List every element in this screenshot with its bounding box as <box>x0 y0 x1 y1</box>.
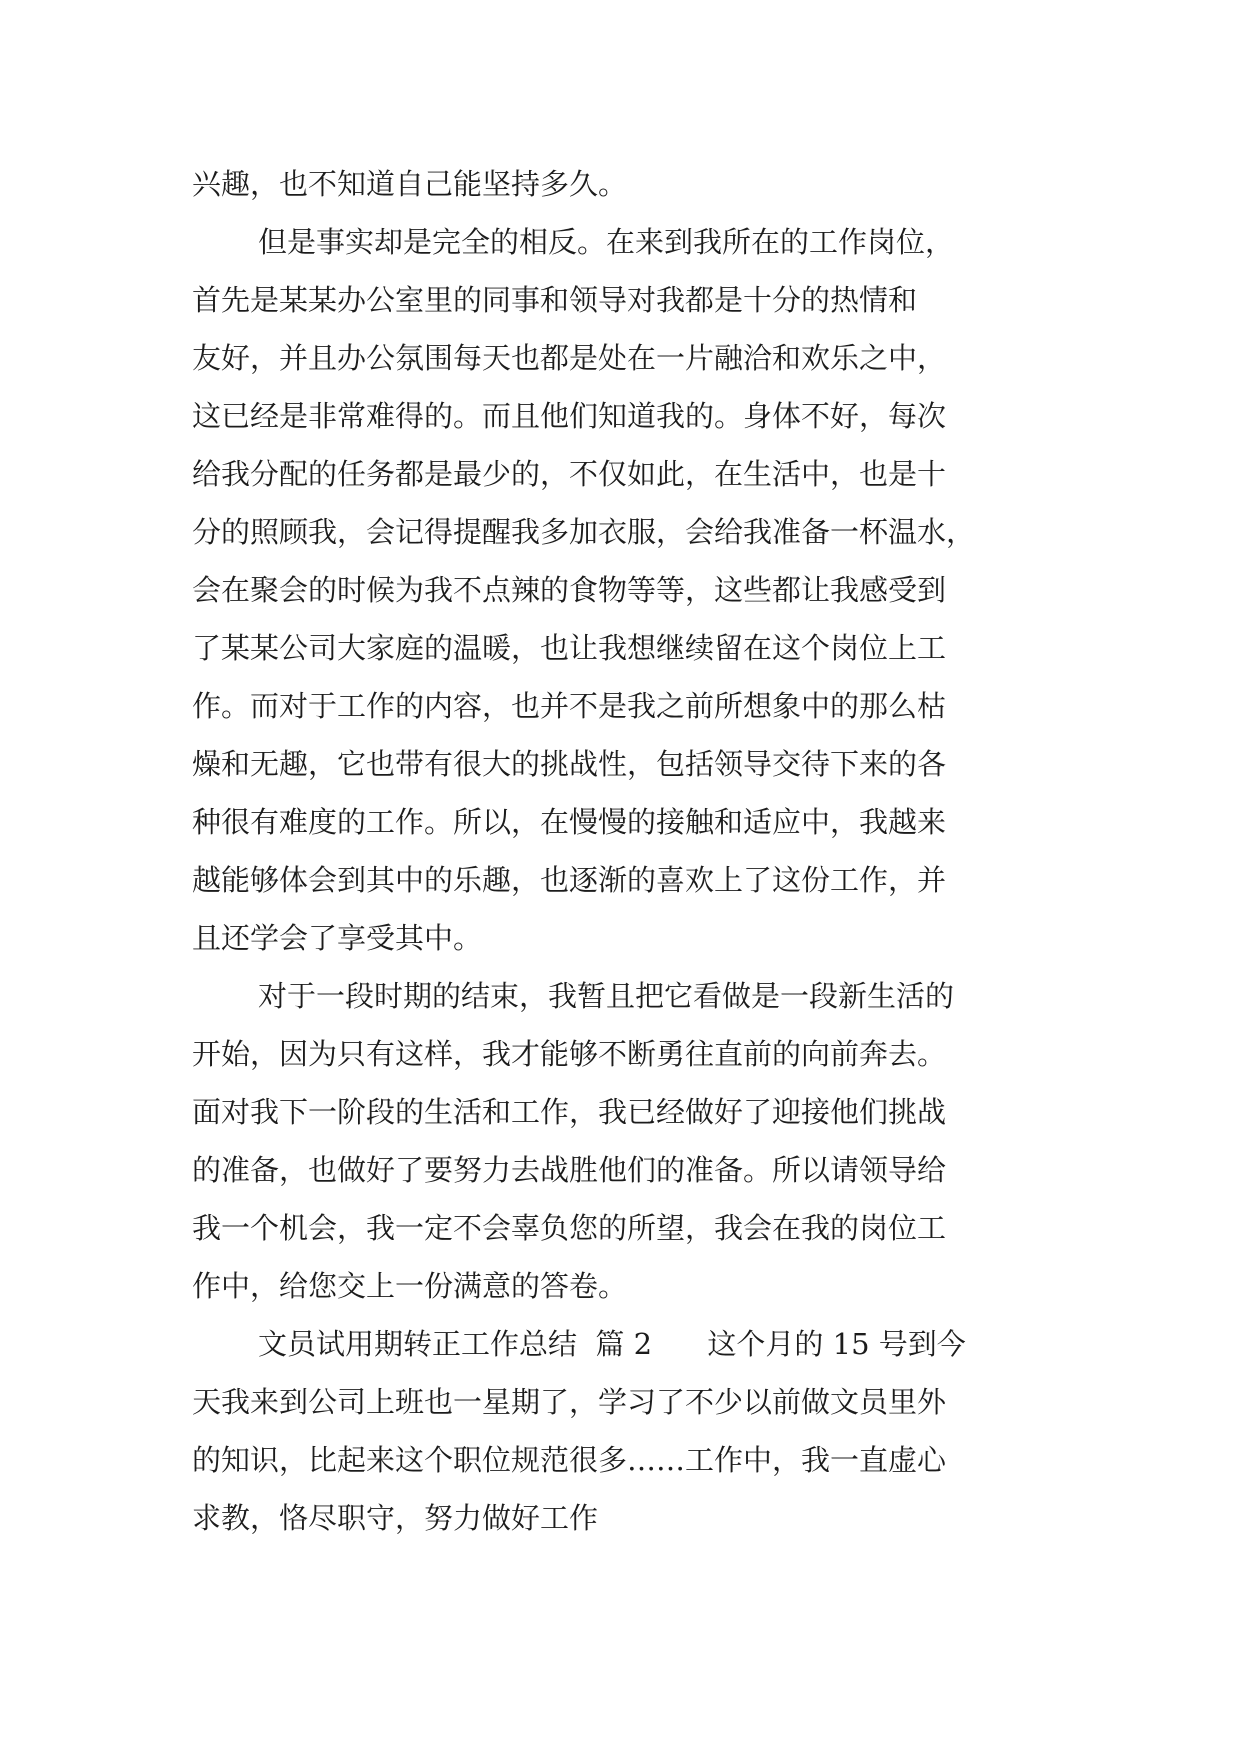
text-line: 我一个机会，我一定不会辜负您的所望，我会在我的岗位工 <box>192 1211 947 1245</box>
text-line: 面对我下一阶段的生活和工作，我已经做好了迎接他们挑战 <box>192 1095 947 1129</box>
text-line: 作。而对于工作的内容，也并不是我之前所想象中的那么枯 <box>192 689 947 723</box>
text-line: 天我来到公司上班也一星期了，学习了不少以前做文员里外 <box>192 1385 947 1419</box>
text-line: 兴趣，也不知道自己能坚持多久。 <box>192 167 628 201</box>
text-line: 开始，因为只有这样，我才能够不断勇往直前的向前奔去。 <box>192 1037 947 1071</box>
text-line: 的知识，比起来这个职位规范很多……工作中，我一直虚心 <box>192 1443 947 1477</box>
paragraph-1 <box>192 155 1072 213</box>
text-line: 对于一段时期的结束，我暂且把它看做是一段新生活的 <box>258 979 955 1013</box>
text-line: 燥和无趣，它也带有很大的挑战性，包括领导交待下来的各 <box>192 747 947 781</box>
text-line: 但是事实却是完全的相反。在来到我所在的工作岗位， <box>258 225 955 259</box>
text-line: 且还学会了享受其中。 <box>192 921 483 955</box>
text-line: 求教，恪尽职守，努力做好工作 <box>192 1501 599 1535</box>
text-line: 会在聚会的时候为我不点辣的食物等等，这些都让我感受到 <box>192 573 947 607</box>
text-line: 种很有难度的工作。所以，在慢慢的接触和适应中，我越来 <box>192 805 947 839</box>
paragraph-2 <box>192 213 1072 967</box>
text-line: 文员试用期转正工作总结 篇 2 这个月的 15 号到今 <box>258 1327 966 1361</box>
text-line: 的准备，也做好了要努力去战胜他们的准备。所以请领导给 <box>192 1153 947 1187</box>
text-line: 越能够体会到其中的乐趣，也逐渐的喜欢上了这份工作，并 <box>192 863 947 897</box>
text-line: 这已经是非常难得的。而且他们知道我的。身体不好，每次 <box>192 399 947 433</box>
paragraph-3 <box>192 967 1072 1315</box>
paragraph-4 <box>192 1315 1072 1547</box>
text-line: 分的照顾我，会记得提醒我多加衣服，会给我准备一杯温水， <box>192 515 976 549</box>
text-line: 友好，并且办公氛围每天也都是处在一片融洽和欢乐之中， <box>192 341 947 375</box>
text-line: 首先是某某办公室里的同事和领导对我都是十分的热情和 <box>192 283 918 317</box>
text-line: 给我分配的任务都是最少的，不仅如此，在生活中，也是十 <box>192 457 947 491</box>
text-line: 了某某公司大家庭的温暖，也让我想继续留在这个岗位上工 <box>192 631 947 665</box>
text-line: 作中，给您交上一份满意的答卷。 <box>192 1269 628 1303</box>
document-body <box>192 155 1072 1547</box>
